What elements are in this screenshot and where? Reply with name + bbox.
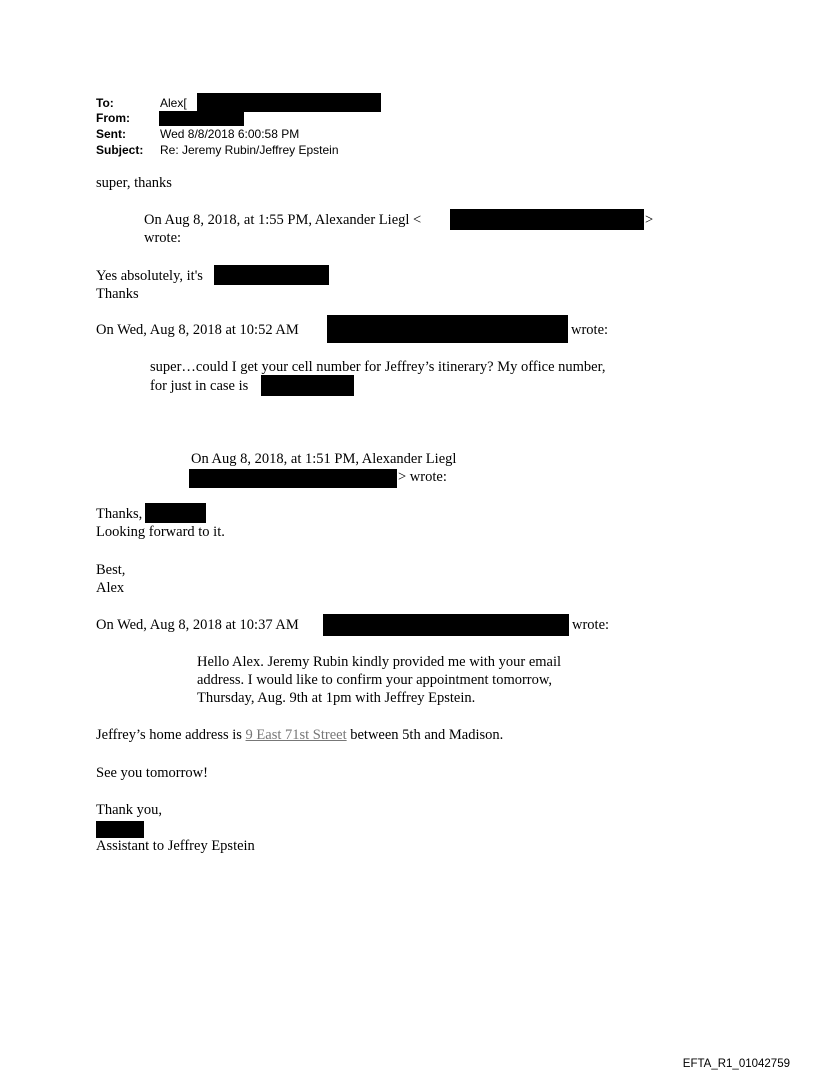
quote-text: Thursday, Aug. 9th at 1pm with Jeffrey Epstein. xyxy=(197,690,476,706)
redaction-email xyxy=(418,315,568,343)
to-label: To: xyxy=(96,96,114,110)
email-header xyxy=(0,0,816,160)
redaction-name xyxy=(96,821,144,838)
reply-text: Thanks xyxy=(96,286,139,302)
subject-value: Re: Jeremy Rubin/Jeffrey Epstein xyxy=(160,143,339,157)
reply-text: super, thanks xyxy=(96,175,172,191)
address-prefix: Jeffrey’s home address is xyxy=(96,727,246,743)
reply-text: Thanks, xyxy=(96,506,143,522)
address-link[interactable]: 9 East 71st Street xyxy=(245,727,347,743)
quote-header-wrote: > wrote: xyxy=(398,469,447,485)
reply-text: Yes absolutely, it's xyxy=(96,268,203,284)
signature-closing: Best, xyxy=(96,562,126,578)
signature-name: Alex xyxy=(96,580,125,596)
redaction-number xyxy=(261,375,354,396)
redaction-number xyxy=(214,265,329,285)
quote-text: Hello Alex. Jeremy Rubin kindly provided me with your email xyxy=(197,654,562,670)
quote-header: On Wed, Aug 8, 2018 at 10:37 AM xyxy=(96,617,299,633)
redaction-to xyxy=(197,93,381,112)
quote-header: On Aug 8, 2018, at 1:55 PM, Alexander Liegl < xyxy=(144,212,422,228)
address-suffix: between 5th and Madison. xyxy=(346,727,504,743)
quote-header: On Aug 8, 2018, at 1:51 PM, Alexander Liegl xyxy=(191,451,457,467)
quote-header: On Wed, Aug 8, 2018 at 10:52 AM xyxy=(96,322,299,338)
quote-header-bracket: > xyxy=(645,212,654,228)
sent-label: Sent: xyxy=(96,127,126,141)
redaction-email xyxy=(450,209,644,230)
to-value: Alex[ xyxy=(160,96,187,110)
quote-header-wrote: wrote: xyxy=(571,322,609,338)
signature-title: Assistant to Jeffrey Epstein xyxy=(96,838,255,854)
redaction-email xyxy=(323,614,569,636)
redaction-from xyxy=(159,111,244,126)
closing-text: See you tomorrow! xyxy=(96,765,208,781)
redaction-email xyxy=(189,469,397,488)
reply-text: Looking forward to it. xyxy=(96,524,225,540)
quote-text: super…could I get your cell number for Jeffrey’s itinerary? My office number, xyxy=(150,359,606,375)
document-id: EFTA_R1_01042759 xyxy=(682,1058,790,1070)
quote-header-wrote: wrote: xyxy=(572,617,610,633)
redaction-name xyxy=(327,315,418,343)
closing-text: Thank you, xyxy=(96,802,163,818)
from-label: From: xyxy=(96,111,130,125)
quote-text: address. I would like to confirm your appointment tomorrow, xyxy=(197,672,553,688)
quote-text: for just in case is xyxy=(150,378,249,394)
address-line xyxy=(96,727,503,744)
quote-header-wrote: wrote: xyxy=(144,230,182,246)
redaction-name xyxy=(145,503,206,523)
subject-label: Subject: xyxy=(96,143,144,157)
sent-value: Wed 8/8/2018 6:00:58 PM xyxy=(160,127,300,141)
